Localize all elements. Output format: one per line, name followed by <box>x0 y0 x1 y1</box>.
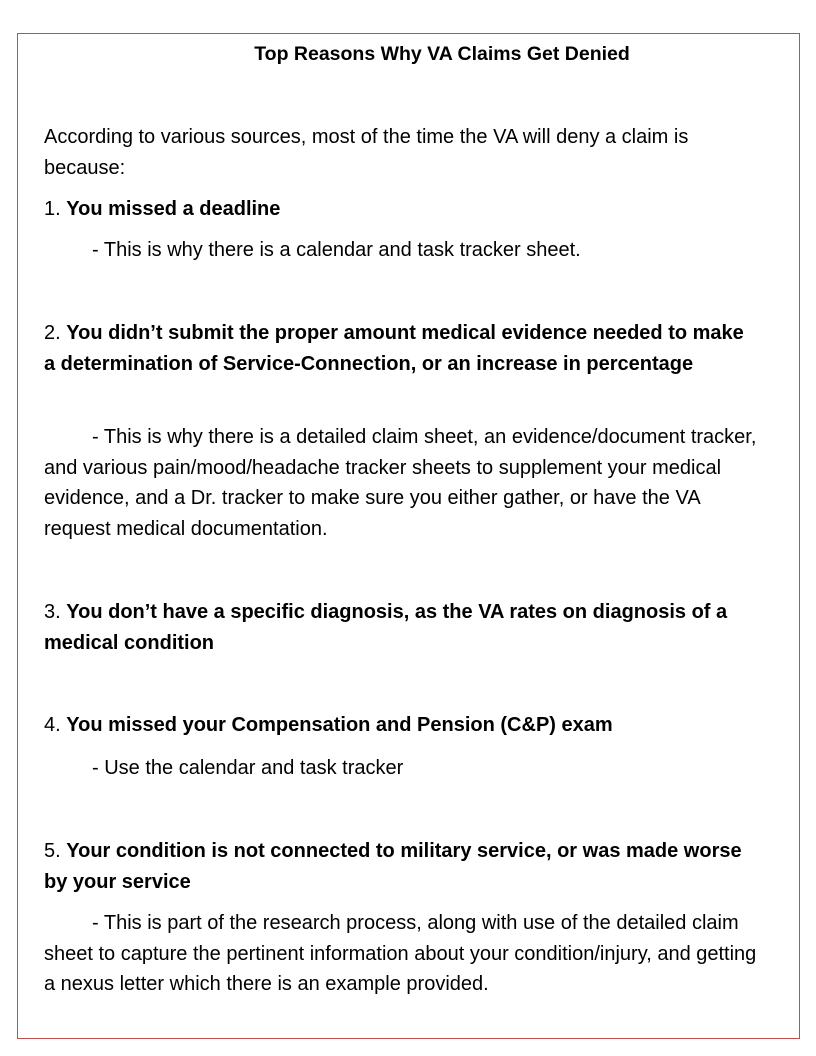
reason-heading: You missed your Compensation and Pension (C&P) exam <box>66 714 613 736</box>
reason-heading: You didn’t submit the proper amount medical evidence needed to make a determination of Service-Connection, or an increase in percentage <box>44 322 744 375</box>
reason-heading: Your condition is not connected to military service, or was made worse by your service <box>44 840 742 893</box>
reason-number: 2. <box>44 322 61 344</box>
reason-detail: - This is why there is a calendar and task tracker sheet. <box>92 239 581 261</box>
reason-2 <box>44 318 759 379</box>
reason-detail: - Use the calendar and task tracker <box>92 757 404 779</box>
intro-paragraph: According to various sources, most of the time the VA will deny a claim is because: <box>44 126 689 179</box>
reason-number: 3. <box>44 601 61 623</box>
reason-heading: You missed a deadline <box>66 198 281 220</box>
reason-5 <box>44 836 759 897</box>
reason-heading: You don’t have a specific diagnosis, as the VA rates on diagnosis of a medical condition <box>44 601 728 654</box>
reason-3 <box>44 597 759 658</box>
reason-1 <box>44 194 759 225</box>
reason-detail: - This is part of the research process, along with use of the detailed claim sheet to capture the pertinent information about your condition/injury, and getting a nexus letter which there is an example provided. <box>44 912 757 995</box>
reason-detail: - This is why there is a detailed claim sheet, an evidence/document tracker, and various pain/mood/headache tracker sheets to supplement your medical evidence, and a Dr. tracker to make sure you either gather, or have the VA request medical documentation. <box>44 426 757 540</box>
reason-number: 1. <box>44 198 61 220</box>
page-title: Top Reasons Why VA Claims Get Denied <box>254 43 630 65</box>
reason-number: 5. <box>44 840 61 862</box>
reason-number: 4. <box>44 714 61 736</box>
reason-4 <box>44 710 759 741</box>
